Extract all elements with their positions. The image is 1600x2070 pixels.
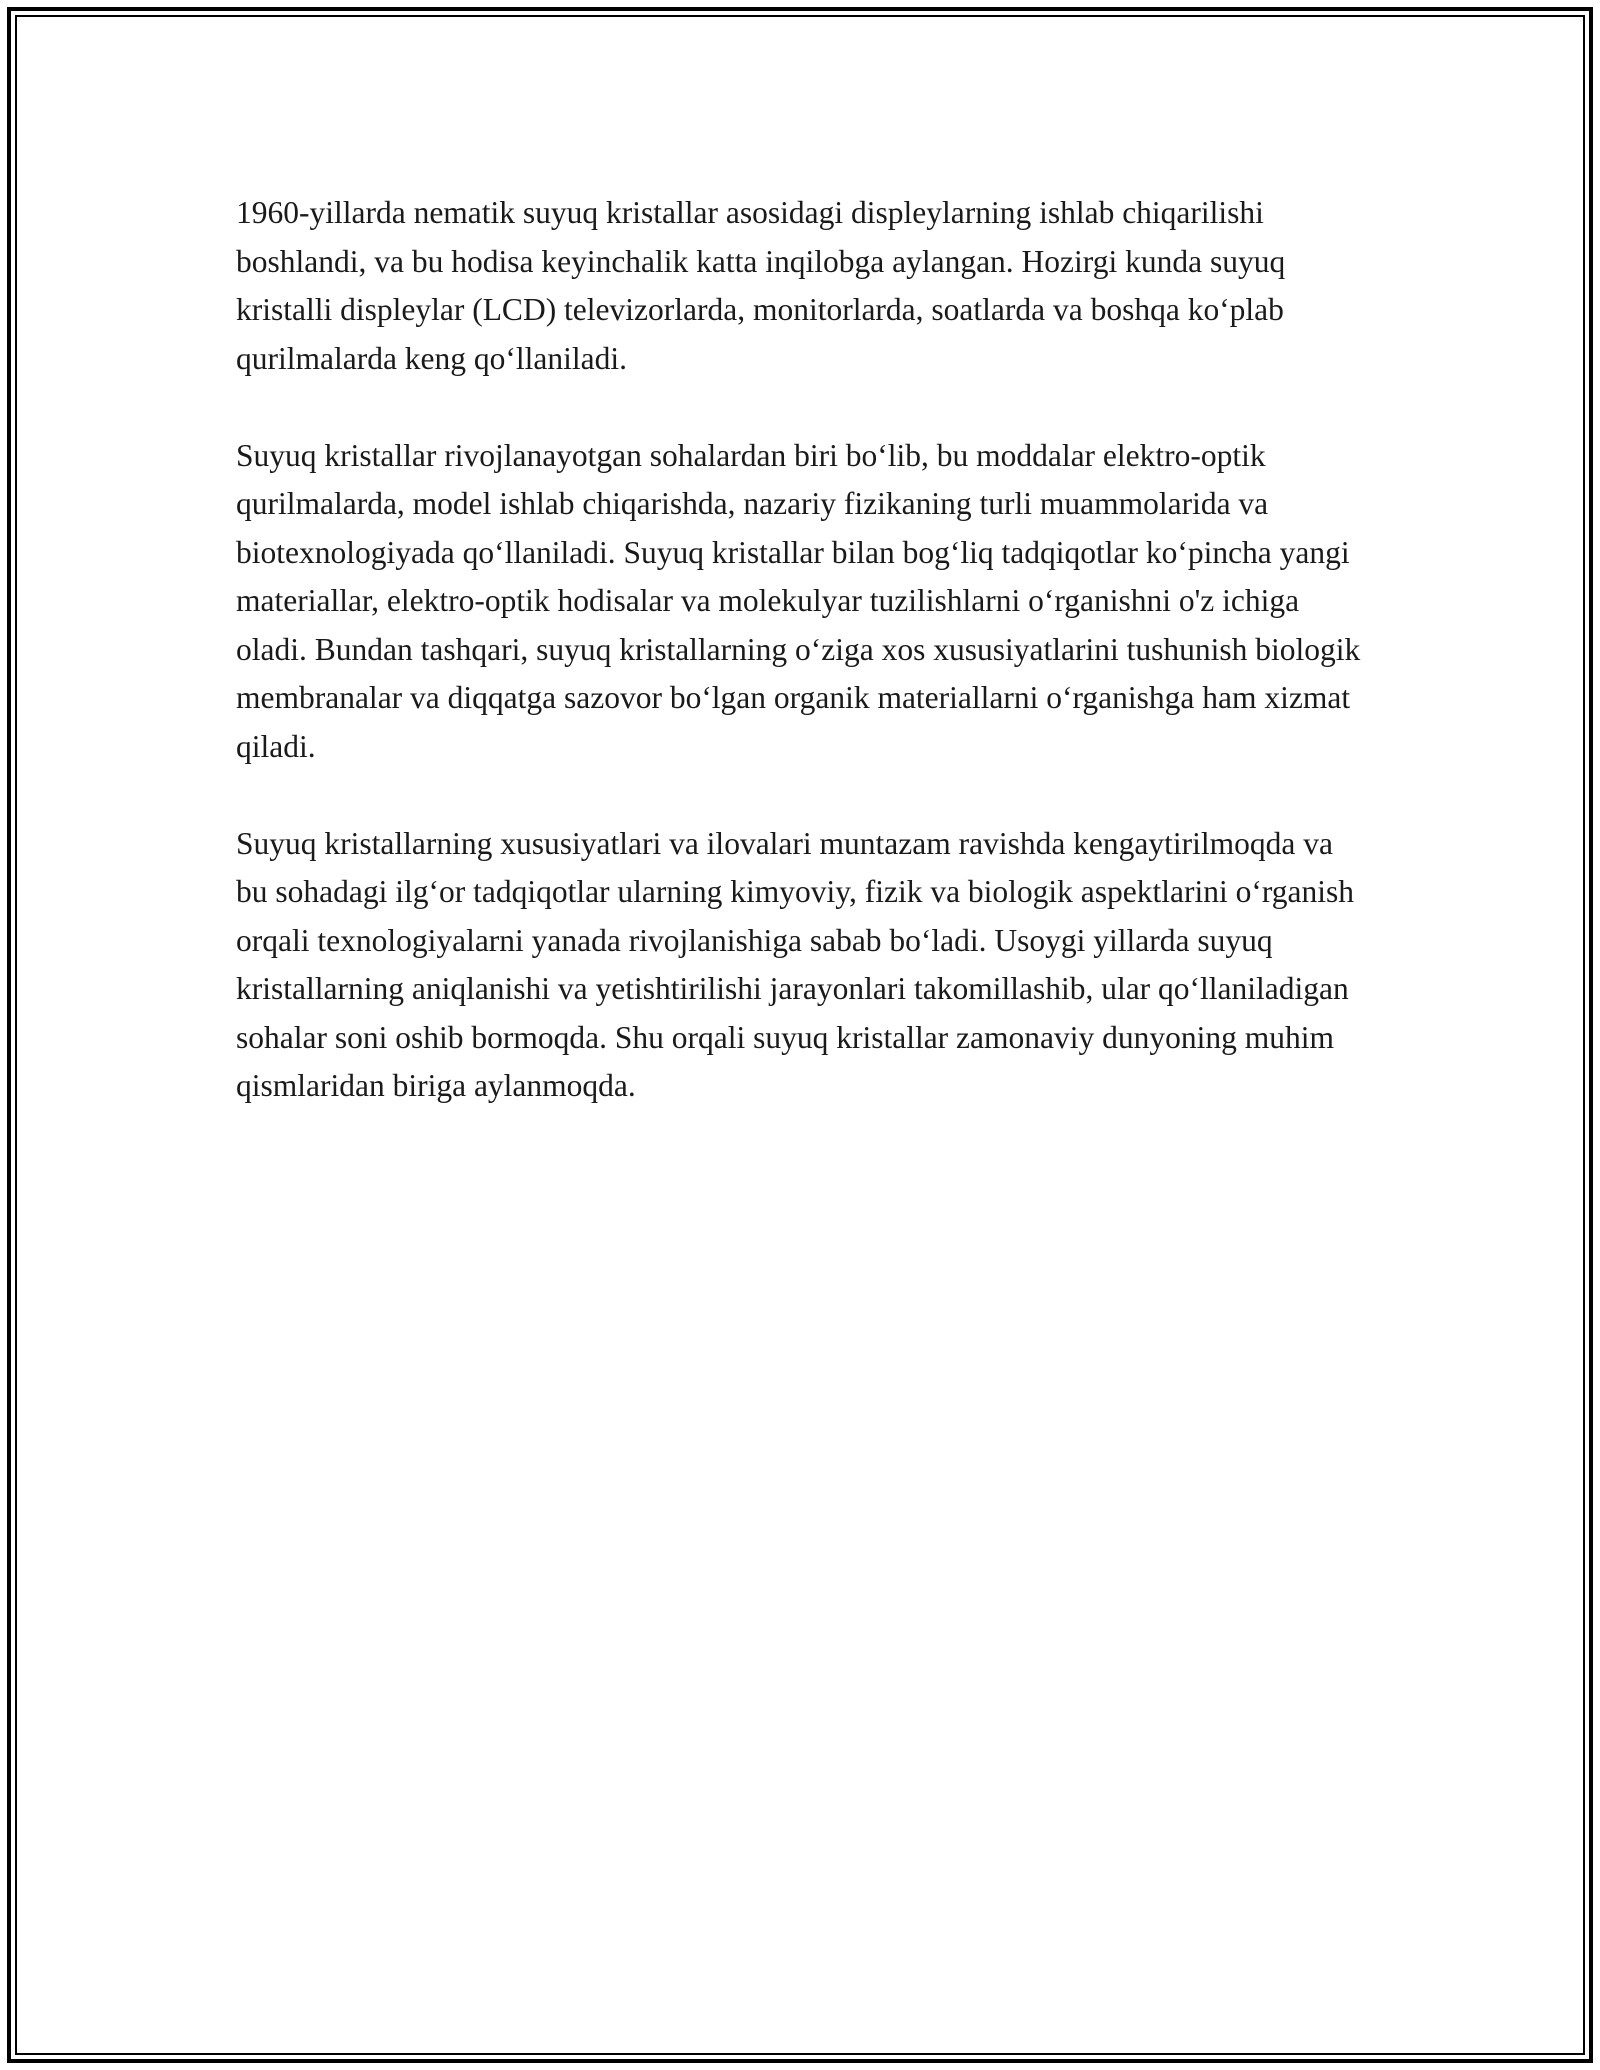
paragraph-1: 1960-yillarda nematik suyuq kristallar asosidagi displeylarning ishlab chiqarilishi boshlandi, va bu hodisa keyinchalik katta inqilobga aylangan. Hozirgi kunda suyuq kristalli displeylar (LCD) televizorlarda, monitorlarda, soatlarda va boshqa ko‘plab qurilmalarda keng qo‘llaniladi. bbox=[236, 195, 1286, 376]
paragraph-2: Suyuq kristallar rivojlanayotgan sohalardan biri bo‘lib, bu moddalar elektro-optik qurilmalarda, model ishlab chiqarishda, nazariy fizikaning turli muammolarida va biotexnologiyada qo‘llaniladi. Suyuq kristallar bilan bog‘liq tadqiqotlar ko‘pincha yangi materiallar, elektro-optik hodisalar va molekulyar tuzilishlarni o‘rganishni o'z ichiga oladi. Bundan tashqari, suyuq kristallarning o‘ziga xos xususiyatlarini tushunish biologik membranalar va diqqatga sazovor bo‘lgan organik materiallarni o‘rganishga ham xizmat qiladi. bbox=[236, 437, 1361, 764]
document-body bbox=[236, 189, 1366, 1159]
paragraph-3: Suyuq kristallarning xususiyatlari va ilovalari muntazam ravishda kengaytirilmoqda va bu sohadagi ilg‘or tadqiqotlar ularning kimyoviy, fizik va biologik aspektlarini o‘rganish orqali texnologiyalarni yanada rivojlanishiga sabab bo‘ladi. Usoygi yillarda suyuq kristallarning aniqlanishi va yetishtirilishi jarayonlari takomillashib, ular qo‘llaniladigan sohalar soni oshib bormoqda. Shu orqali suyuq kristallar zamonaviy dunyoning muhim qismlaridan biriga aylanmoqda. bbox=[236, 825, 1355, 1103]
